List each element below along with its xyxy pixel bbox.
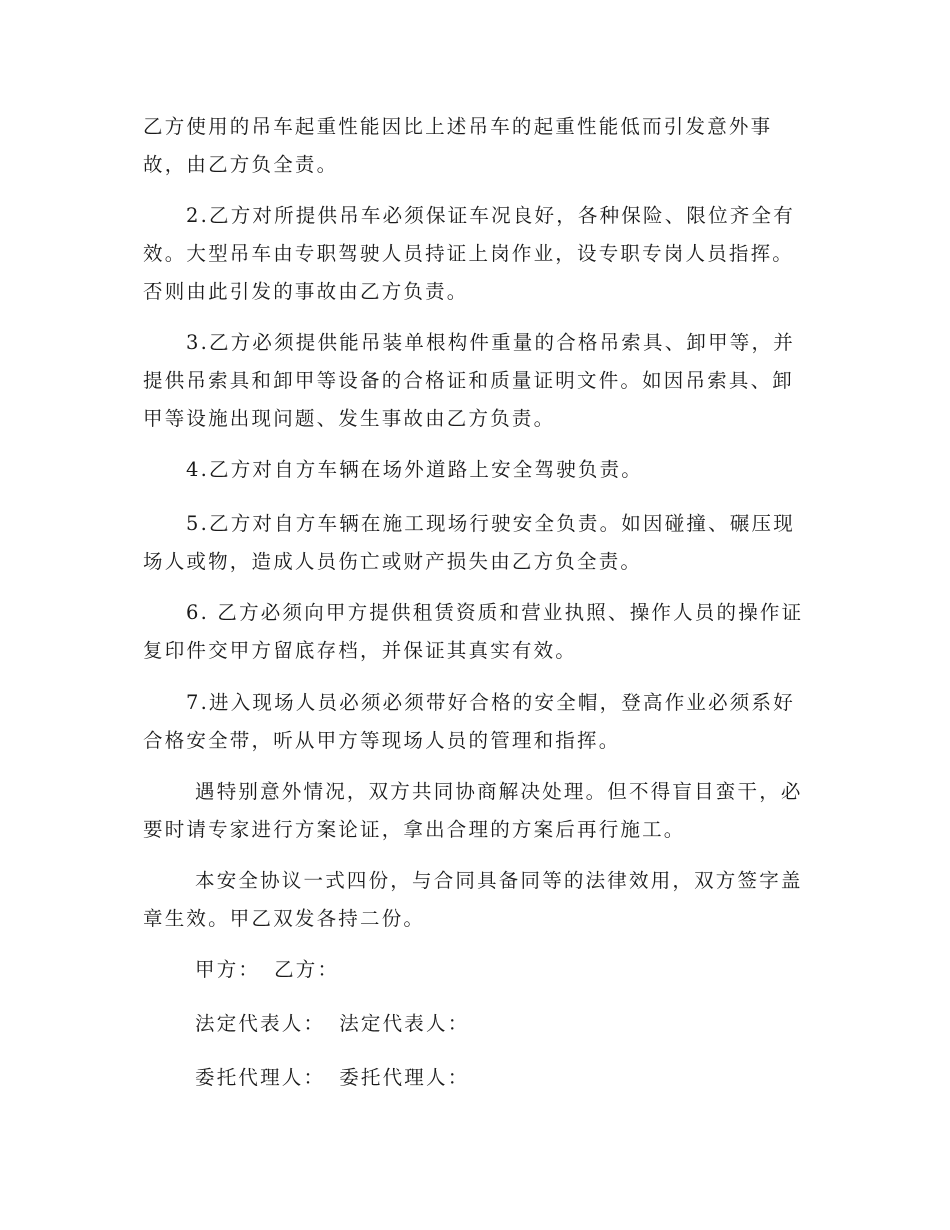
party-b-label: 乙方： (274, 958, 340, 981)
text-line: 5.乙方对自方车辆在施工现场行驶安全负责。如因碰撞、碾压现 (186, 512, 795, 535)
text-line: 复印件交甲方留底存档，并保证其真实有效。 (143, 639, 578, 662)
party-a-legal-rep-label: 法定代表人： (195, 1012, 326, 1035)
signature-agent-line (195, 1059, 469, 1097)
paragraph-clause-3 (143, 324, 813, 438)
text-line: 故，由乙方负全责。 (143, 153, 339, 176)
text-line: 提供吊索具和卸甲等设备的合格证和质量证明文件。如因吊索具、卸 (143, 369, 795, 392)
paragraph-clause-6 (143, 594, 813, 670)
paragraph-continuation (143, 108, 813, 184)
text-line: 甲等设施出现问题、发生事故由乙方负责。 (143, 407, 556, 430)
text-line: 效。大型吊车由专职驾驶人员持证上岗作业，设专职专岗人员指挥。 (143, 242, 795, 265)
text-line: 要时请专家进行方案论证，拿出合理的方案后再行施工。 (143, 818, 686, 841)
text-line: 章生效。甲乙双发各持二份。 (143, 907, 426, 930)
text-line: 乙方使用的吊车起重性能因比上述吊车的起重性能低而引发意外事 (143, 115, 773, 138)
paragraph-special-situation (143, 773, 813, 849)
text-line: 本安全协议一式四份，与合同具备同等的法律效用，双方签字盖 (195, 869, 803, 892)
text-line: 3.乙方必须提供能吊装单根构件重量的合格吊索具、卸甲等，并 (186, 331, 795, 354)
signature-legal-rep-line (195, 1005, 469, 1043)
text-line: 合格安全带，听从甲方等现场人员的管理和指挥。 (143, 729, 621, 752)
party-b-agent-label: 委托代理人： (339, 1066, 470, 1089)
text-line: 6. 乙方必须向甲方提供租赁资质和营业执照、操作人员的操作证 (186, 601, 804, 624)
paragraph-clause-7 (143, 684, 813, 760)
text-line: 2.乙方对所提供吊车必须保证车况良好，各种保险、限位齐全有 (186, 204, 795, 227)
text-line: 遇特别意外情况，双方共同协商解决处理。但不得盲目蛮干，必 (195, 780, 803, 803)
text-line: 7.进入现场人员必须必须带好合格的安全帽，登高作业必须系好 (186, 691, 795, 714)
paragraph-clause-2 (143, 197, 813, 311)
signature-party-line (195, 951, 339, 989)
paragraph-copies (143, 862, 813, 938)
party-a-label: 甲方： (195, 958, 261, 981)
text-line: 4.乙方对自方车辆在场外道路上安全驾驶负责。 (186, 458, 644, 481)
paragraph-clause-5 (143, 505, 813, 581)
party-b-legal-rep-label: 法定代表人： (339, 1012, 470, 1035)
party-a-agent-label: 委托代理人： (195, 1066, 326, 1089)
paragraph-clause-4 (143, 451, 813, 489)
text-line: 否则由此引发的事故由乙方负责。 (143, 280, 469, 303)
text-line: 场人或物，造成人员伤亡或财产损失由乙方负全责。 (143, 550, 643, 573)
